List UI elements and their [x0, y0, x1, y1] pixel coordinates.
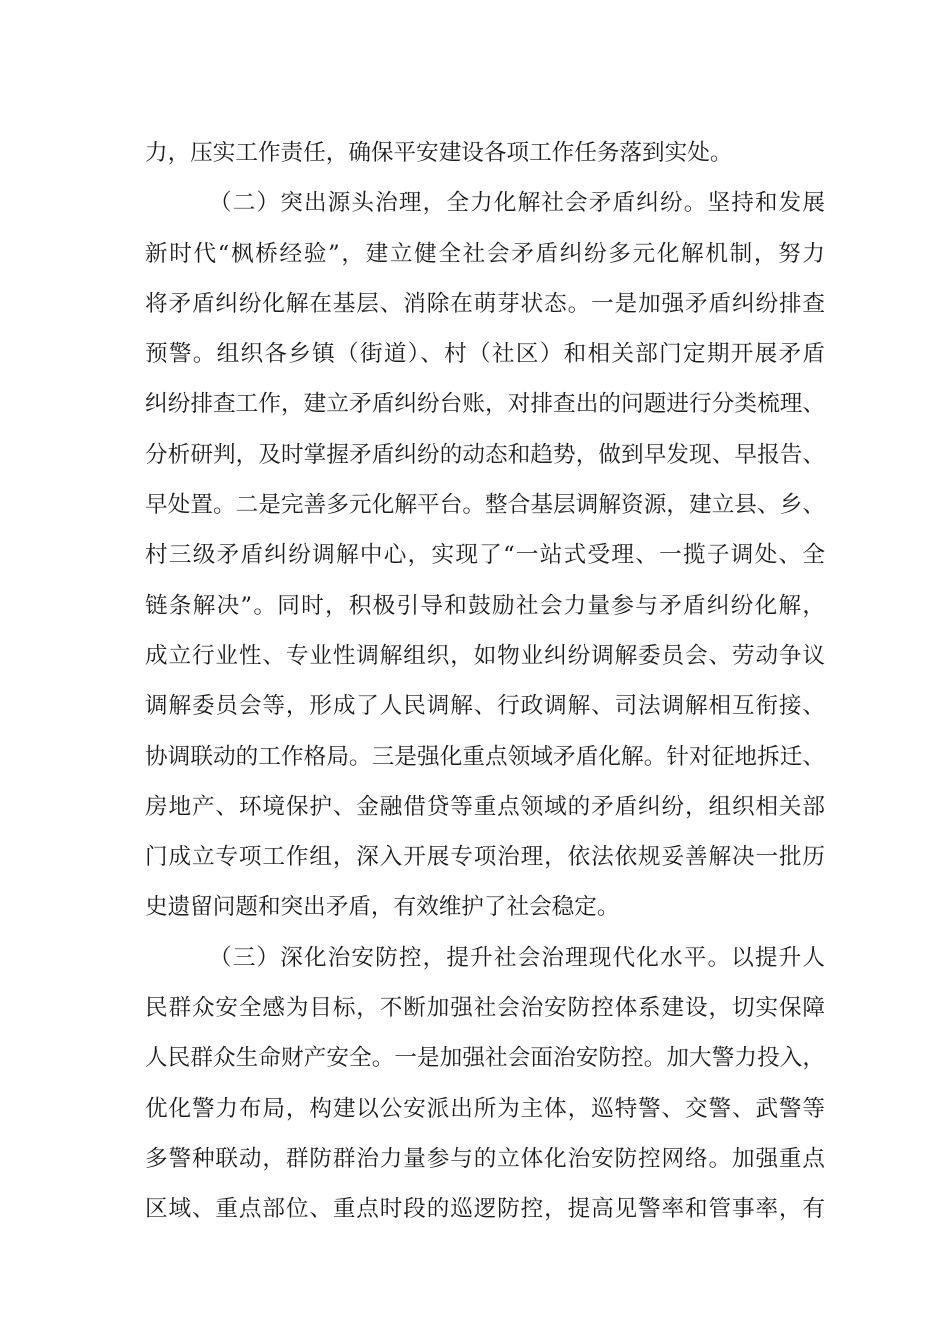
text-line: 多警种联动，群防群治力量参与的立体化治安防控网络。加强重点 — [145, 1145, 825, 1172]
text-line: 门成立专项工作组，深入开展专项治理，依法依规妥善解决一批历 — [145, 844, 825, 871]
text-line: 民群众安全感为目标，不断加强社会治安防控体系建设，切实保障 — [145, 995, 825, 1022]
text-line: 优化警力布局，构建以公安派出所为主体，巡特警、交警、武警等 — [145, 1095, 825, 1122]
section-heading-line: （二）突出源头治理，全力化解社会矛盾纠纷。坚持和发展 — [209, 190, 825, 217]
text-line: 将矛盾纠纷化解在基层、消除在萌芽状态。一是加强矛盾纠纷排查 — [145, 290, 825, 317]
text-line: 新时代“枫桥经验”，建立健全社会矛盾纠纷多元化解机制，努力 — [145, 240, 825, 267]
text-line: 协调联动的工作格局。三是强化重点领域矛盾化解。针对征地拆迁、 — [145, 743, 825, 770]
text-line: 成立行业性、专业性调解组织，如物业纠纷调解委员会、劳动争议 — [145, 642, 825, 669]
text-line: 人民群众生命财产安全。一是加强社会面治安防控。加大警力投入， — [145, 1045, 825, 1072]
section-heading-line: （三）深化治安防控，提升社会治理现代化水平。以提升人 — [209, 944, 825, 971]
text-line: 房地产、环境保护、金融借贷等重点领域的矛盾纠纷，组织相关部 — [145, 793, 825, 820]
text-line: 早处置。二是完善多元化解平台。整合基层调解资源，建立县、乡、 — [145, 492, 825, 519]
body-text — [145, 128, 825, 1235]
text-line: 链条解决”。同时，积极引导和鼓励社会力量参与矛盾纠纷化解， — [145, 592, 825, 619]
text-line: 调解委员会等，形成了人民调解、行政调解、司法调解相互衔接、 — [145, 693, 825, 720]
text-line: 分析研判，及时掌握矛盾纠纷的动态和趋势，做到早发现、早报告、 — [145, 441, 825, 468]
text-line: 史遗留问题和突出矛盾，有效维护了社会稳定。 — [145, 894, 620, 921]
text-line: 力，压实工作责任，确保平安建设各项工作任务落到实处。 — [145, 140, 733, 166]
text-line: 区域、重点部位、重点时段的巡逻防控，提高见警率和管事率，有 — [145, 1196, 825, 1223]
text-line: 村三级矛盾纠纷调解中心，实现了“一站式受理、一揽子调处、全 — [145, 542, 825, 569]
text-line: 预警。组织各乡镇（街道）、村（社区）和相关部门定期开展矛盾 — [145, 341, 825, 368]
text-line: 纠纷排查工作，建立矛盾纠纷台账，对排查出的问题进行分类梳理、 — [145, 391, 825, 418]
